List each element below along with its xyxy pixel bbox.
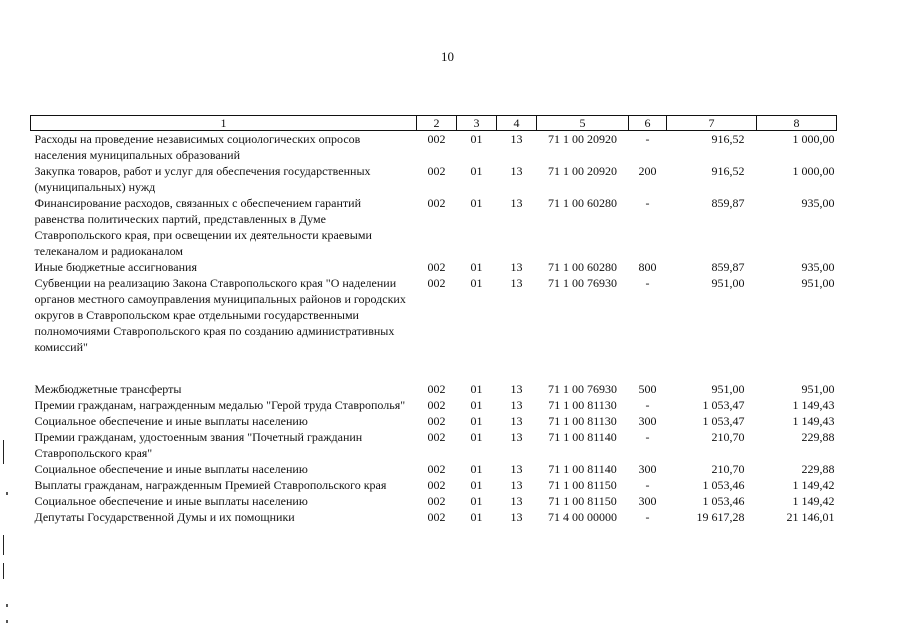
row-c8: 935,00: [801, 196, 835, 210]
row-c7: 1 053,46: [702, 494, 745, 508]
row-c6: -: [645, 510, 650, 524]
row-c8: 229,88: [801, 430, 835, 444]
row-c5: 71 1 00 81130: [548, 414, 617, 428]
table-row: [31, 131, 837, 164]
row-c8: 1 000,00: [792, 164, 835, 178]
header-col-8: 8: [757, 116, 837, 131]
table-row: [31, 195, 837, 259]
row-c2: 002: [427, 510, 446, 524]
margin-mark: [3, 440, 4, 464]
margin-mark: [3, 535, 4, 555]
header-col-5: 5: [537, 116, 629, 131]
row-c6: 300: [638, 494, 657, 508]
row-c7: 951,00: [711, 276, 745, 290]
row-c7: 859,87: [711, 260, 745, 274]
row-c8: 1 149,43: [792, 398, 835, 412]
row-c4: 13: [510, 196, 523, 210]
row-c2: 002: [427, 276, 446, 290]
row-c8: 229,88: [801, 462, 835, 476]
row-c3: 01: [470, 462, 483, 476]
row-c6: 300: [638, 462, 657, 476]
row-name: Финансирование расходов, связанных с обеспечением гарантий равенства политических партий, представленных в Думе Ставропольского края, при освещении их деятельности краевыми телеканалом и радиоканалом: [34, 196, 372, 258]
row-c2: 002: [427, 132, 446, 146]
row-c4: 13: [510, 132, 523, 146]
row-c7: 1 053,47: [702, 414, 745, 428]
row-c3: 01: [470, 430, 483, 444]
row-c4: 13: [510, 398, 523, 412]
table-row: [31, 461, 837, 477]
row-name: Социальное обеспечение и иные выплаты населению: [34, 494, 308, 508]
row-c5: 71 1 00 81150: [548, 478, 617, 492]
row-c7: 19 617,28: [696, 510, 745, 524]
row-c2: 002: [427, 478, 446, 492]
row-name: Межбюджетные трансферты: [34, 382, 182, 396]
row-c6: -: [645, 478, 650, 492]
row-c5: 71 1 00 81140: [548, 430, 617, 444]
row-c8: 1 149,42: [792, 478, 835, 492]
row-c4: 13: [510, 414, 523, 428]
header-col-3: 3: [457, 116, 497, 131]
header-col-7: 7: [667, 116, 757, 131]
row-c6: -: [645, 132, 650, 146]
row-c7: 210,70: [711, 430, 745, 444]
row-c5: 71 1 00 81130: [548, 398, 617, 412]
row-c4: 13: [510, 478, 523, 492]
row-c4: 13: [510, 164, 523, 178]
row-c8: 1 149,42: [792, 494, 835, 508]
table-row: [31, 477, 837, 493]
table-row: [31, 275, 837, 355]
table-row: [31, 493, 837, 509]
row-c3: 01: [470, 260, 483, 274]
row-c2: 002: [427, 164, 446, 178]
row-c3: 01: [470, 382, 483, 396]
header-col-4: 4: [497, 116, 537, 131]
row-c6: -: [645, 430, 650, 444]
table-row: [31, 413, 837, 429]
margin-dot: [6, 492, 8, 495]
page-number: 10: [441, 49, 454, 64]
row-c2: 002: [427, 196, 446, 210]
row-c4: 13: [510, 494, 523, 508]
row-c7: 1 053,46: [702, 478, 745, 492]
row-c5: 71 1 00 20920: [548, 132, 617, 146]
row-c5: 71 1 00 76930: [548, 276, 617, 290]
row-c5: 71 1 00 81150: [548, 494, 617, 508]
row-c4: 13: [510, 276, 523, 290]
row-c5: 71 1 00 60280: [548, 196, 617, 210]
row-c7: 1 053,47: [702, 398, 745, 412]
row-name: Депутаты Государственной Думы и их помощники: [34, 510, 295, 524]
row-c5: 71 1 00 20920: [548, 164, 617, 178]
header-col-2: 2: [417, 116, 457, 131]
row-c6: -: [645, 398, 650, 412]
row-c6: 300: [638, 414, 657, 428]
row-name: Премии гражданам, награжденным медалью "Герой труда Ставрополья": [34, 398, 406, 412]
margin-dot: [6, 620, 8, 623]
row-c2: 002: [427, 414, 446, 428]
row-c2: 002: [427, 462, 446, 476]
row-c4: 13: [510, 260, 523, 274]
row-name: Закупка товаров, работ и услуг для обеспечения государственных (муниципальных) нужд: [34, 164, 371, 194]
row-name: Социальное обеспечение и иные выплаты населению: [34, 462, 308, 476]
row-c8: 935,00: [801, 260, 835, 274]
row-c3: 01: [470, 164, 483, 178]
row-c8: 951,00: [801, 276, 835, 290]
row-c3: 01: [470, 478, 483, 492]
row-c4: 13: [510, 510, 523, 524]
table-row: [31, 381, 837, 397]
table-row: [31, 259, 837, 275]
row-c6: 500: [638, 382, 657, 396]
margin-mark: [3, 563, 4, 579]
row-c4: 13: [510, 382, 523, 396]
row-name: Премии гражданам, удостоенным звания "Почетный гражданин Ставропольского края": [34, 430, 363, 460]
blank-row: [31, 355, 837, 381]
row-c8: 21 146,01: [786, 510, 835, 524]
row-c3: 01: [470, 132, 483, 146]
row-c7: 951,00: [711, 382, 745, 396]
header-col-6: 6: [629, 116, 667, 131]
table-row: [31, 397, 837, 413]
row-name: Субвенции на реализацию Закона Ставропольского края "О наделении органов местного самоуправления муниципальных районов и городских округов в Ставропольском крае отдельными государственными полномочиями Ставропольского края по созданию административных комиссий": [34, 276, 406, 354]
row-name: Расходы на проведение независимых социологических опросов населения муниципальных образований: [34, 132, 361, 162]
header-col-1: 1: [31, 116, 417, 131]
row-c2: 002: [427, 260, 446, 274]
row-c8: 951,00: [801, 382, 835, 396]
row-name: Выплаты гражданам, награжденным Премией Ставропольского края: [34, 478, 387, 492]
table-row: [31, 429, 837, 461]
row-c6: 200: [638, 164, 657, 178]
table-row: [31, 163, 837, 195]
row-name: Иные бюджетные ассигнования: [34, 260, 197, 274]
row-c7: 210,70: [711, 462, 745, 476]
row-c7: 859,87: [711, 196, 745, 210]
margin-dot: [6, 604, 8, 607]
row-c3: 01: [470, 276, 483, 290]
row-c4: 13: [510, 430, 523, 444]
row-c5: 71 1 00 76930: [548, 382, 617, 396]
row-c8: 1 000,00: [792, 132, 835, 146]
row-name: Социальное обеспечение и иные выплаты населению: [34, 414, 308, 428]
row-c6: -: [645, 196, 650, 210]
row-c8: 1 149,43: [792, 414, 835, 428]
row-c4: 13: [510, 462, 523, 476]
row-c2: 002: [427, 430, 446, 444]
row-c7: 916,52: [711, 132, 745, 146]
row-c5: 71 1 00 81140: [548, 462, 617, 476]
blank-cell: [31, 355, 837, 381]
row-c3: 01: [470, 510, 483, 524]
row-c6: -: [645, 276, 650, 290]
row-c5: 71 1 00 60280: [548, 260, 617, 274]
row-c6: 800: [638, 260, 657, 274]
row-c5: 71 4 00 00000: [548, 510, 617, 524]
budget-table: [30, 115, 837, 525]
row-c7: 916,52: [711, 164, 745, 178]
row-c2: 002: [427, 494, 446, 508]
row-c3: 01: [470, 414, 483, 428]
table-row: [31, 509, 837, 525]
row-c3: 01: [470, 494, 483, 508]
header-row: [31, 116, 837, 131]
row-c2: 002: [427, 382, 446, 396]
row-c3: 01: [470, 196, 483, 210]
row-c2: 002: [427, 398, 446, 412]
row-c3: 01: [470, 398, 483, 412]
